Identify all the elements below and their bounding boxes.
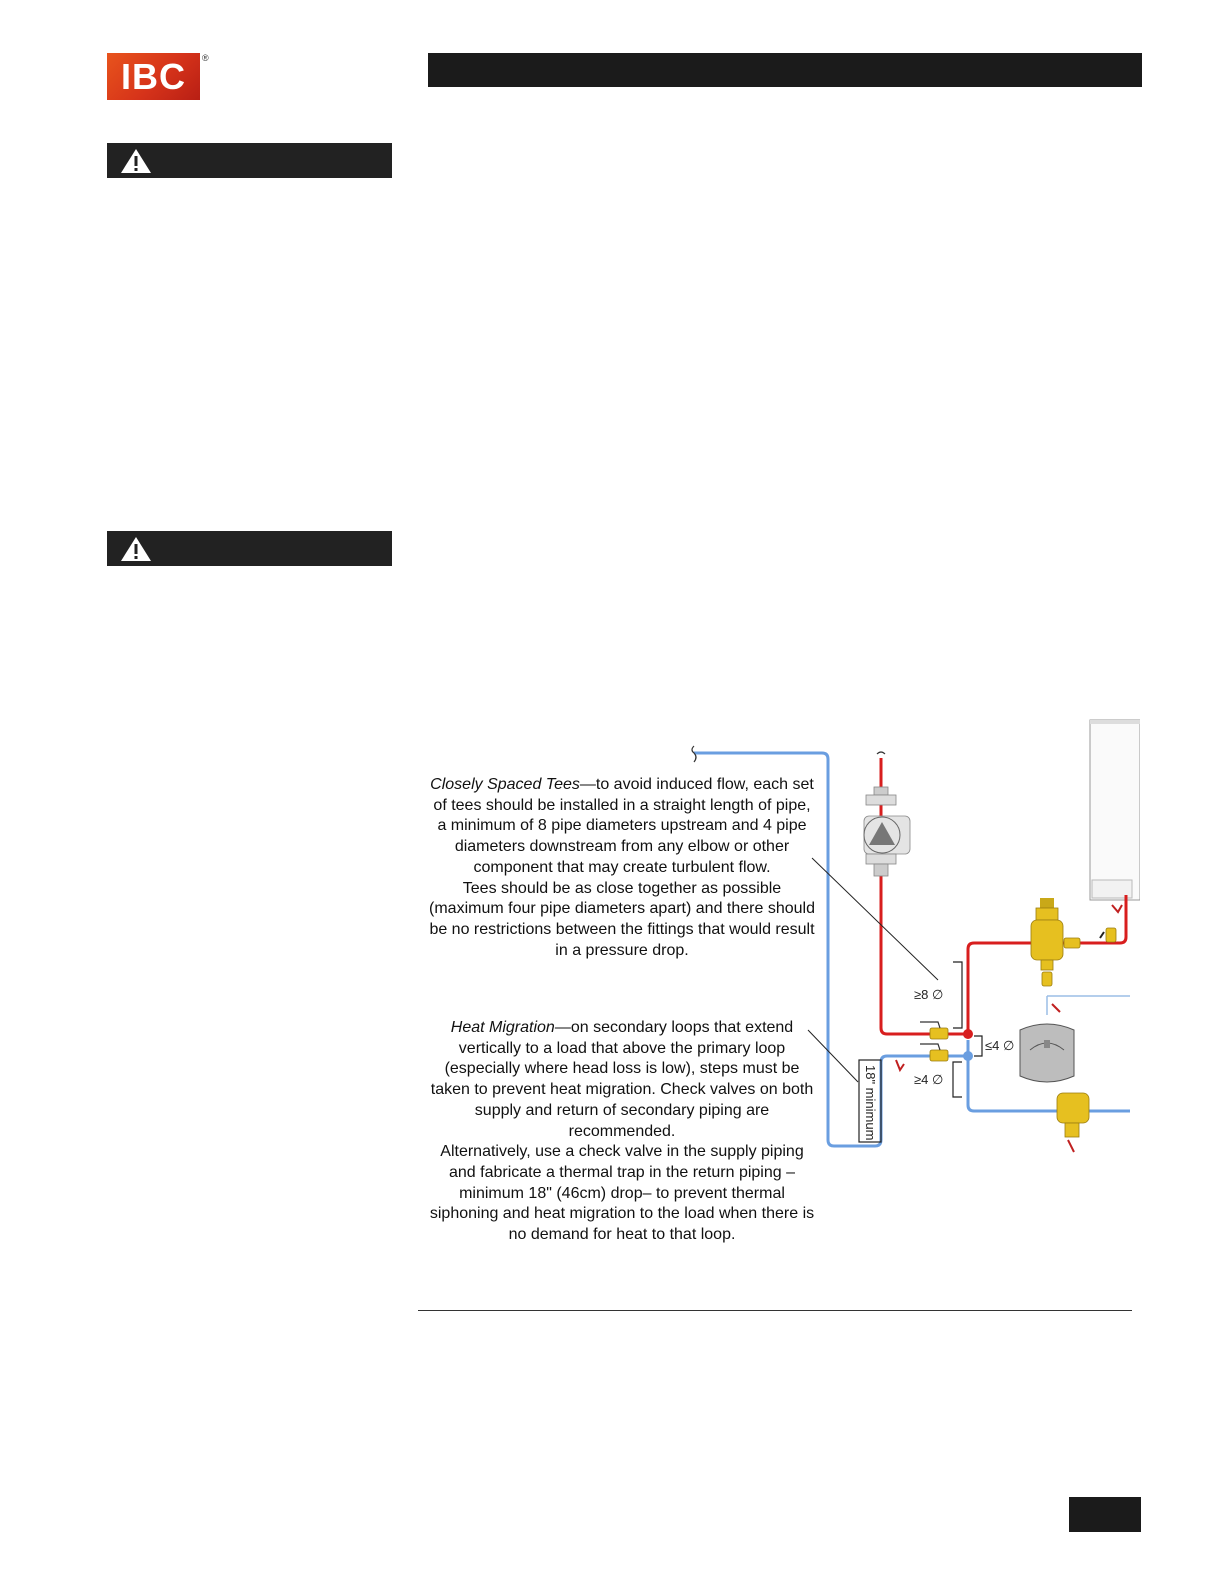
- return-tee: [963, 1051, 973, 1061]
- warning-icon: [119, 535, 153, 563]
- boiler-unit: [1090, 720, 1140, 900]
- air-separator: [1031, 898, 1063, 970]
- warning-bar-bottom: [107, 531, 392, 566]
- supply-tee: [963, 1029, 973, 1039]
- expansion-tank: [1020, 1024, 1074, 1082]
- tees-body: —to avoid induced flow, each set of tees should be installed in a straight length of pipe, a minimum of 8 pipe diameters upstream and 4 pipe diameters downstream from any elbow or other component that may create turbulent flow.: [433, 776, 814, 876]
- upstream-dimension-label: ≥8 ∅: [914, 987, 944, 1002]
- heat-body-2: Alternatively, use a check valve in the supply piping and fabricate a thermal trap in the return piping –minimum 18" (46cm) drop– to prevent thermal siphoning and heat migration to the load when there is no demand for heat to that loop.: [429, 1143, 815, 1244]
- callout-closely-spaced-tees: [428, 775, 816, 961]
- warning-icon: [119, 147, 153, 175]
- callout-heat-migration: [428, 1018, 816, 1246]
- tees-body-2: Tees should be as close together as possible (maximum four pipe diameters apart) and there should be no restrictions between the fittings that would result in a pressure drop.: [429, 879, 815, 959]
- dirt-separator: [1057, 1093, 1089, 1152]
- logo-text: IBC: [121, 55, 186, 97]
- page-number-box: [1069, 1497, 1141, 1532]
- heat-paragraph: [428, 1018, 816, 1142]
- thermal-trap-label: 18" minimum: [863, 1065, 878, 1141]
- section-header-bar: [428, 53, 1142, 87]
- downstream-dimension-label: ≥4 ∅: [914, 1072, 944, 1087]
- tees-paragraph: [428, 775, 816, 879]
- heat-body: —on secondary loops that extend vertically to a load that above the primary loop (especially where head loss is low), steps must be taken to prevent heat migration. Check valves on both supply and return of secondary piping are recommended.: [430, 1019, 814, 1140]
- registered-mark: ®: [202, 53, 209, 63]
- heat-title: Heat Migration: [450, 1019, 555, 1036]
- circulator-pump: [864, 787, 910, 876]
- ibc-logo: [107, 53, 200, 100]
- footer-rule: [418, 1310, 1132, 1311]
- tee-spacing-label: ≤4 ∅: [985, 1038, 1015, 1053]
- warning-bar-top: [107, 143, 392, 178]
- tees-title: Closely Spaced Tees: [430, 776, 580, 793]
